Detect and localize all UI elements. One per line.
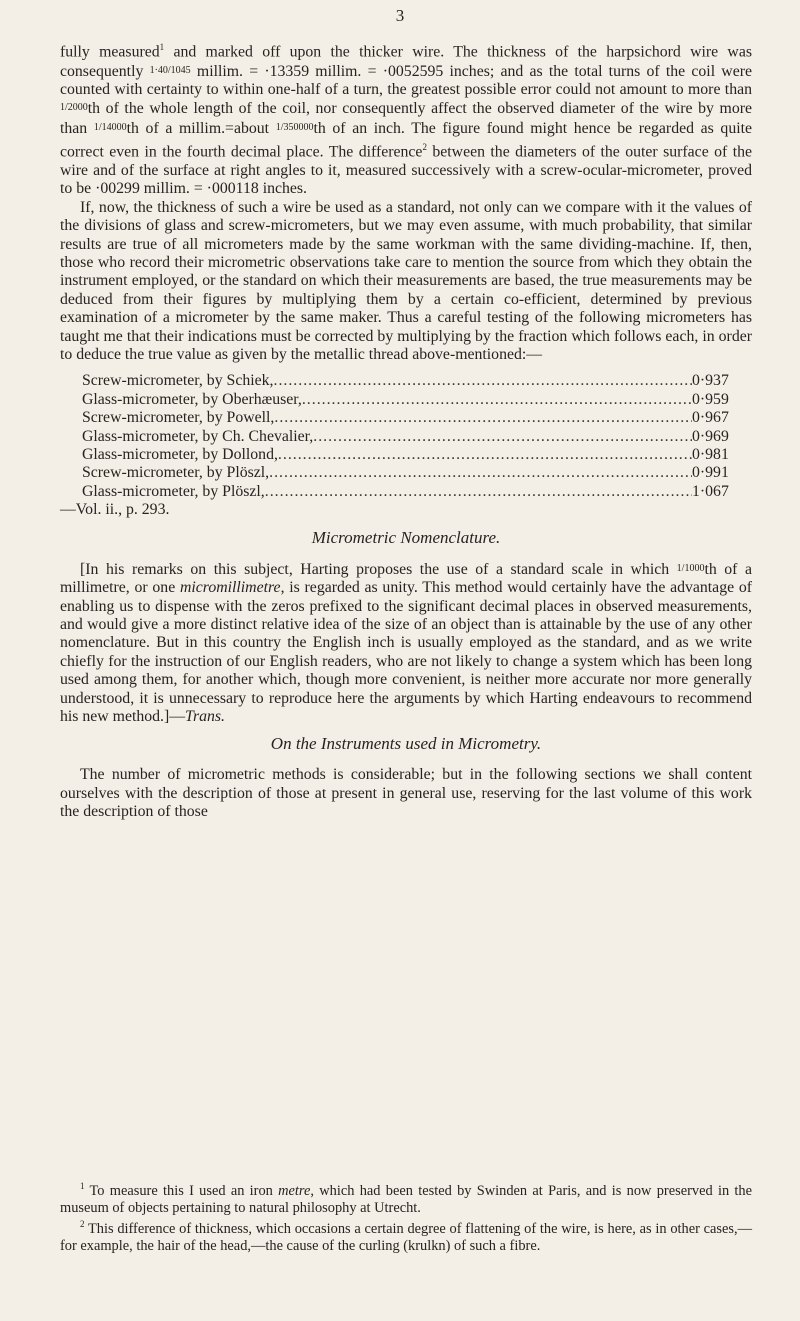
- correction-factor: 0·959: [692, 390, 729, 408]
- citation: —Vol. ii., p. 293.: [60, 501, 170, 519]
- micrometer-name: Screw-micrometer, by Plöszl,: [82, 464, 270, 482]
- paragraph-wire-measurement: fully measured$^1$ and marked off upon the thicker wire. The thickness of the harpsichord wire was consequently 1·40/1045 millim. = ·13359 millim. = ·0052595 inches; and as the total turns of the coil were counted with certainty to within one-half of a turn, the greatest possible error could not amount to more than 1/2000th of the whole length of the coil, nor consequently affect the observed diameter of the wire by more than 1/14000th of a millim.=about 1/350000th of an inch. The figure found might hence be regarded as quite correct even in the fourth decimal place. The difference$^2$ between the diameters of the outer surface of the wire and of the surface at right angles to it, measured successively with a screw-ocular-micrometer, proved to be ·00299 millim. = ·000118 inches.: [60, 42, 753, 198]
- paragraph-standard: If, now, the thickness of such a wire be used as a standard, not only can we compare with it the values of the divisions of glass and screw-micrometers, but we may even assume, with much probability, that similar results are true of all micrometers made by the same workman with the same dividing-machine. If, then, those who record their micrometric observations take care to mention the source from which they obtain the instrument employed, or the standard on which their measurements are based, the true measurements may be deduced from their figures by multiplying them by a certain co-efficient, determined by previous examination of a micrometer by the same maker. Thus a careful testing of the following micrometers has taught me that their indications must be corrected by multiplying by the fraction which follows each, in order to deduce the true value as given by the metallic thread above-mentioned:—: [60, 198, 752, 364]
- fraction: 1/2000: [60, 102, 88, 114]
- table-row: [60, 409, 752, 427]
- correction-factor: 1·067: [692, 482, 729, 500]
- micrometer-name: Glass-micrometer, by Plöszl,: [82, 482, 265, 500]
- table-row: [60, 391, 752, 409]
- correction-factor: 0·967: [692, 409, 729, 427]
- micrometer-name: Glass-micrometer, by Dollond,: [82, 446, 278, 464]
- footnotes: [60, 1178, 752, 1255]
- section-heading-nomenclature: Micrometric Nomenclature.: [311, 527, 501, 547]
- footnote-1: $^1$ To measure this I used an iron metre, which had been tested by Swinden at Paris, and is now preserved in the museum of objects pertaining to natural philosophy at Utrecht.: [60, 1181, 753, 1216]
- paragraph-methods: The number of micrometric methods is considerable; but in the following sections we shall content ourselves with the description of those at present in general use, reserving for the last volume of this work the description of those: [60, 766, 752, 821]
- table-row: [60, 464, 752, 482]
- footnote-2: $^2$ This difference of thickness, which occasions a certain degree of flattening of the wire, is here, as in other cases,—for example, the hair of the head,—the cause of the curling (krulkn) of such a fibre.: [60, 1219, 752, 1254]
- footnote-ref-2[interactable]: 2: [422, 142, 427, 153]
- section-heading-instruments: On the Instruments used in Micrometry.: [270, 734, 542, 754]
- fraction: 1/1000: [676, 562, 705, 574]
- fraction: 1/350000: [275, 121, 314, 133]
- table-row: [60, 372, 752, 390]
- micrometer-name: Screw-micrometer, by Schiek,: [82, 372, 274, 390]
- correction-factor: 0·981: [692, 446, 729, 464]
- micrometer-name: Glass-micrometer, by Ch. Chevalier,: [82, 427, 314, 445]
- correction-factor: 0·969: [692, 427, 729, 445]
- fraction: 1/14000: [93, 121, 127, 133]
- micrometer-name: Glass-micrometer, by Oberhæuser,: [82, 390, 302, 408]
- correction-factor: 0·991: [692, 464, 729, 482]
- table-row: [60, 483, 752, 501]
- paragraph-translator-note: [In his remarks on this subject, Harting proposes the use of a standard scale in which 1/1000th of a millimetre, or one micromillimetre, is regarded as unity. This method would certainly have the advantage of enabling us to dispense with the zeros prefixed to the significant decimal places in observed measurements, and would give a more distinct relative idea of the size of an object than is attainable by the use of any other nomenclature. But in this country the English inch is usually employed as the standard, and as we write chiefly for the instruction of our English readers, who are not likely to change a system which has been long used among them, for another which, though more convenient, is neither more accurate nor more generally understood, it is unnecessary to reproduce here the arguments by which Harting endeavours to recommend his new method.]—Trans.: [60, 560, 752, 725]
- page-number: 3: [395, 6, 405, 25]
- footnote-ref-1[interactable]: 1: [159, 42, 165, 52]
- page-body: [60, 38, 752, 822]
- micrometer-table: [60, 372, 752, 501]
- table-row: [60, 428, 752, 446]
- fraction: 1·40/1045: [149, 64, 191, 76]
- table-row: [60, 446, 752, 464]
- correction-factor: 0·937: [692, 372, 729, 390]
- micrometer-name: Screw-micrometer, by Powell,: [82, 409, 275, 427]
